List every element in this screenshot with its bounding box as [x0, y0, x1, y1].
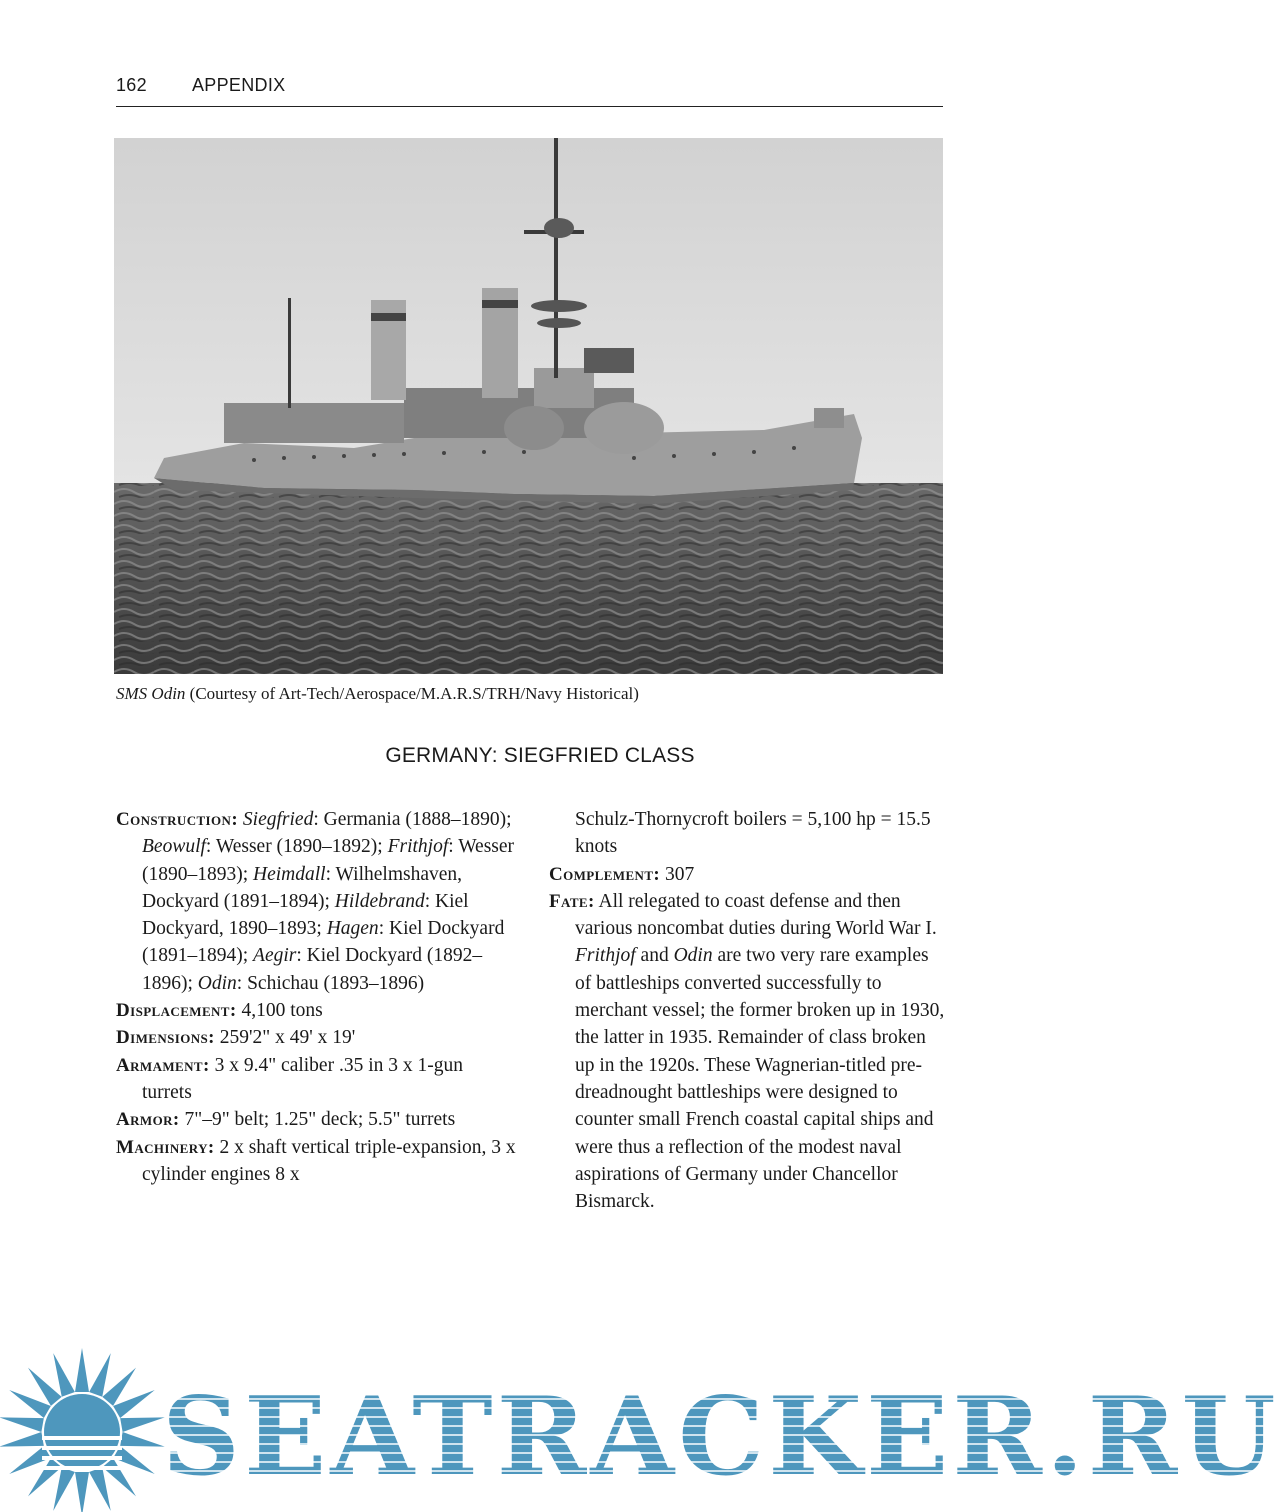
caption-ship-name: SMS Odin	[116, 684, 186, 703]
caption-credit: (Courtesy of Art-Tech/Aerospace/M.A.R.S/TRH/Navy Historical)	[185, 684, 639, 703]
displacement-entry	[116, 997, 516, 1024]
entry-text: : Wilhelmshaven, Dockyard (1891–1894);	[142, 863, 463, 912]
entry-text: : Kiel Dockyard (1891–1894);	[142, 918, 505, 967]
ship-name: Frithjof	[387, 836, 449, 858]
ship-name: Heimdall	[253, 863, 326, 885]
ship-name: Hildebrand	[334, 890, 425, 912]
fate-label: Fate:	[549, 890, 595, 912]
spec-column-right	[549, 806, 945, 1215]
entry-text: : Kiel Dockyard, 1890–1893;	[142, 890, 469, 940]
armor-label: Armor:	[116, 1109, 180, 1131]
spec-column-left	[116, 806, 516, 1188]
entry-text: and	[635, 945, 674, 967]
ship-name: Odin	[197, 972, 237, 994]
entry-text: : Wesser (1890–1893);	[142, 836, 515, 885]
ship-name: Frithjof	[575, 945, 636, 967]
machinery-entry	[116, 1134, 516, 1189]
ship-name: Hagen	[326, 918, 379, 940]
armor-entry	[116, 1106, 516, 1133]
running-head	[116, 72, 943, 107]
dimensions-label: Dimensions:	[116, 1027, 215, 1049]
construction-label: Construction:	[116, 809, 239, 830]
ship-name: Odin	[673, 945, 713, 967]
complement-label: Complement:	[549, 863, 661, 885]
machinery-continued: Schulz-Thornycroft boilers = 5,100 hp = 15.5 knots	[575, 809, 931, 858]
entry-text: All relegated to coast defense and then various noncombat duties during World War I.	[575, 890, 937, 940]
armament-label: Armament:	[116, 1054, 210, 1076]
entry-text: : Wesser (1890–1892);	[205, 836, 388, 858]
entry-text: are two very rare examples of battleships converted successfully to merchant vessel; the former broken up in 1930, the latter in 1935. Remainder of class broken up in the 1920s. These Wagnerian-titled pre-dreadnought battleships were designed to counter small French coastal capital ships and were thus a reflection of the modest naval aspirations of Germany under Chancellor Bismarck.	[575, 945, 945, 1213]
ship-name: Beowulf	[142, 836, 206, 858]
section-title: APPENDIX	[192, 75, 286, 95]
armament-entry	[116, 1052, 516, 1107]
ship-photo-illustration	[114, 138, 943, 674]
entry-text: : Schichau (1893–1896)	[236, 972, 425, 994]
entry-text: : Germania (1888–1890);	[313, 809, 512, 830]
displacement-label: Displacement:	[116, 1000, 237, 1022]
machinery-value: 2 x shaft vertical triple-expansion, 3 x cylinder engines 8 x	[142, 1136, 516, 1185]
dimensions-entry	[116, 1024, 516, 1051]
machinery-label: Machinery:	[116, 1136, 215, 1158]
displacement-value: 4,100 tons	[236, 1000, 323, 1022]
photo-caption	[116, 683, 946, 705]
ship-name: Siegfried	[242, 809, 314, 830]
dimensions-value: 259'2" x 49' x 19'	[214, 1027, 356, 1049]
armor-value: 7"–9" belt; 1.25" deck; 5.5" turrets	[179, 1109, 456, 1131]
ship-photo	[114, 138, 943, 674]
watermark-text: SEATRACKER.RU	[162, 1374, 1280, 1500]
complement-value: 307	[660, 863, 695, 885]
armament-value: 3 x 9.4" caliber .35 in 3 x 1-gun turrets	[142, 1054, 463, 1103]
ship-name: Aegir	[253, 945, 297, 967]
complement-entry	[549, 861, 945, 888]
class-heading: GERMANY: SIEGFRIED CLASS	[385, 744, 695, 767]
fate-entry	[549, 888, 945, 1216]
entry-text: : Kiel Dockyard (1892–1896);	[142, 945, 483, 994]
page-number: 162	[116, 75, 147, 95]
construction-entry	[116, 806, 516, 997]
